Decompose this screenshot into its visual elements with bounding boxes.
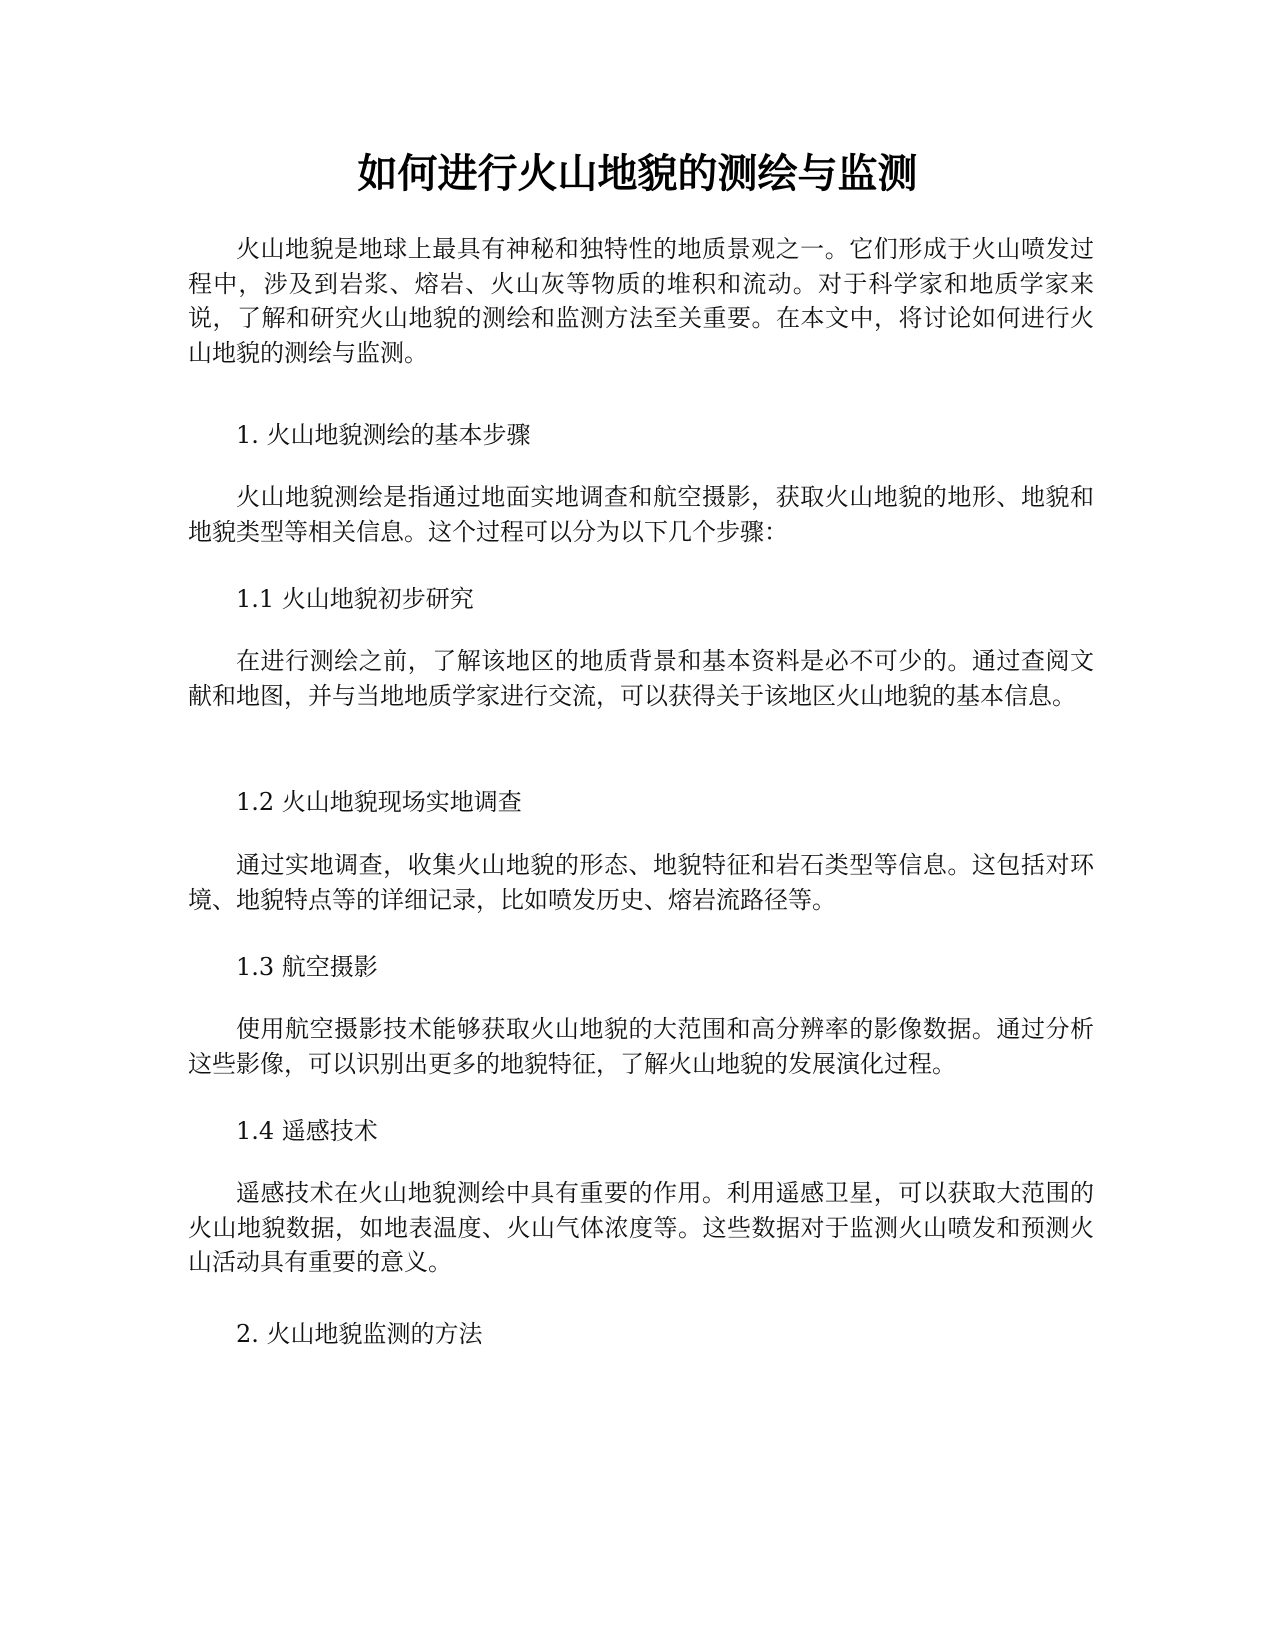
section-1-4-paragraph: 遥感技术在火山地貌测绘中具有重要的作用。利用遥感卫星，可以获取大范围的火山地貌数据，如地表温度、火山气体浓度等。这些数据对于监测火山喷发和预测火山活动具有重要的意义。 — [188, 1179, 1094, 1276]
section-1-paragraph: 火山地貌测绘是指通过地面实地调查和航空摄影，获取火山地貌的地形、地貌和地貌类型等相关信息。这个过程可以分为以下几个步骤： — [188, 483, 1094, 546]
document-title: 如何进行火山地貌的测绘与监测 — [357, 151, 918, 197]
section-1-3-paragraph: 使用航空摄影技术能够获取火山地貌的大范围和高分辨率的影像数据。通过分析这些影像，可以识别出更多的地貌特征，了解火山地貌的发展演化过程。 — [188, 1015, 1094, 1078]
section-1-1-heading: 1.1 火山地貌初步研究 — [236, 585, 474, 613]
section-1-heading: 1. 火山地貌测绘的基本步骤 — [236, 421, 531, 449]
section-2-heading: 2. 火山地貌监测的方法 — [236, 1320, 483, 1348]
intro-paragraph: 火山地貌是地球上最具有神秘和独特性的地质景观之一。它们形成于火山喷发过程中，涉及到岩浆、熔岩、火山灰等物质的堆积和流动。对于科学家和地质学家来说，了解和研究火山地貌的测绘和监测方法至关重要。在本文中，将讨论如何进行火山地貌的测绘与监测。 — [188, 235, 1094, 367]
section-1-3-heading: 1.3 航空摄影 — [236, 953, 378, 981]
section-1-2-paragraph: 通过实地调查，收集火山地貌的形态、地貌特征和岩石类型等信息。这包括对环境、地貌特点等的详细记录，比如喷发历史、熔岩流路径等。 — [188, 851, 1094, 914]
section-1-1-paragraph: 在进行测绘之前，了解该地区的地质背景和基本资料是必不可少的。通过查阅文献和地图，并与当地地质学家进行交流，可以获得关于该地区火山地貌的基本信息。 — [188, 647, 1094, 710]
section-1-2-heading: 1.2 火山地貌现场实地调查 — [236, 788, 522, 816]
section-1-4-heading: 1.4 遥感技术 — [236, 1117, 378, 1145]
